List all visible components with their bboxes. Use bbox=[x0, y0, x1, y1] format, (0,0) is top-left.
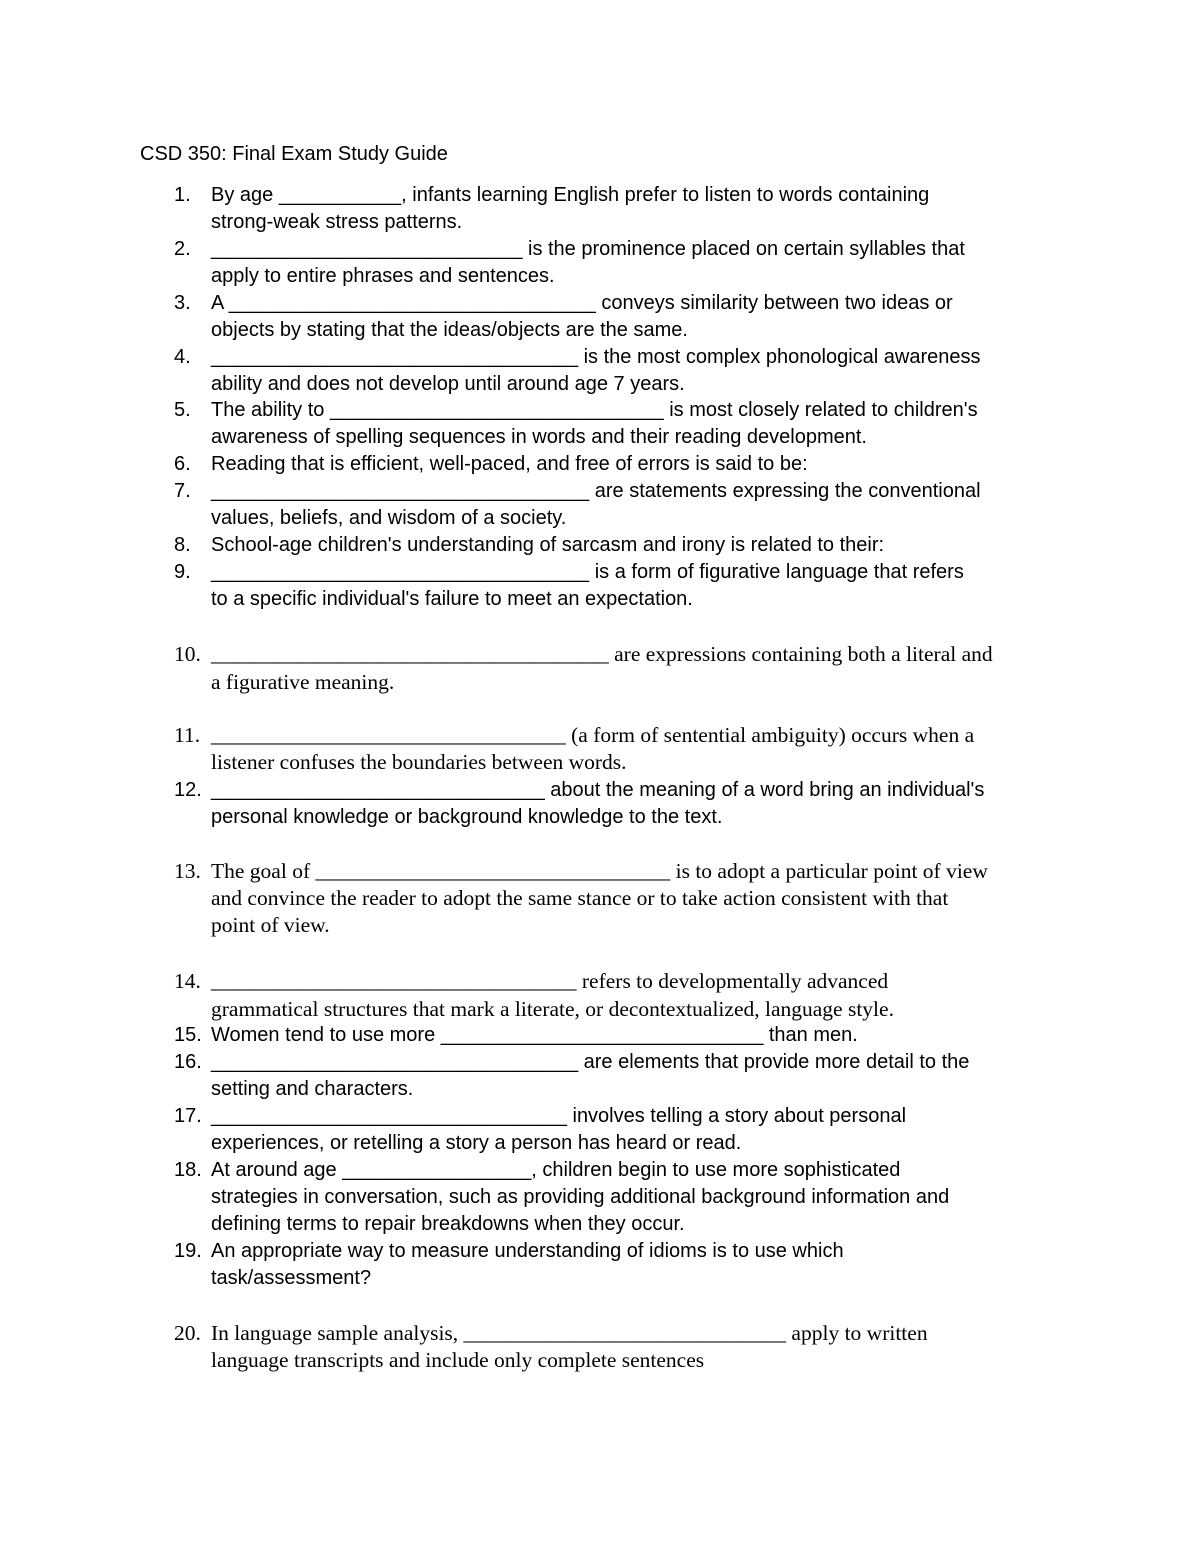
question-text bbox=[211, 967, 894, 1023]
question-text bbox=[211, 777, 984, 831]
question-line: experiences, or retelling a story a person has heard or read. bbox=[211, 1132, 742, 1154]
question-number: 3. bbox=[174, 292, 191, 314]
question-number: 17. bbox=[174, 1105, 202, 1127]
question-text bbox=[211, 532, 884, 559]
question-line: ability and does not develop until around age 7 years. bbox=[211, 373, 685, 395]
question-line: point of view. bbox=[211, 913, 330, 937]
question-line: A _________________________________ conveys similarity between two ideas or bbox=[211, 292, 953, 314]
question-number: 5. bbox=[174, 399, 191, 421]
question-line: By age ___________, infants learning English prefer to listen to words containing bbox=[211, 184, 930, 206]
question-number: 4. bbox=[174, 346, 191, 368]
question-line: listener confuses the boundaries between words. bbox=[211, 750, 627, 774]
question-text bbox=[211, 1320, 928, 1374]
question-line: strong-weak stress patterns. bbox=[211, 211, 463, 233]
question-number: 6. bbox=[174, 453, 191, 475]
document-title: CSD 350: Final Exam Study Guide bbox=[140, 143, 448, 165]
question-text bbox=[211, 559, 964, 613]
question-text bbox=[211, 858, 988, 939]
question-number: 14. bbox=[174, 969, 201, 993]
question-line: personal knowledge or background knowledge to the text. bbox=[211, 806, 723, 828]
question-text bbox=[211, 1103, 906, 1157]
question-text bbox=[211, 451, 808, 478]
question-line: __________________________________ is a form of figurative language that refers bbox=[211, 561, 964, 583]
question-line: At around age _________________, children begin to use more sophisticated bbox=[211, 1159, 901, 1181]
question-line: language transcripts and include only complete sentences bbox=[211, 1348, 705, 1372]
question-line: School-age children's understanding of sarcasm and irony is related to their: bbox=[211, 534, 885, 556]
question-number: 16. bbox=[174, 1051, 202, 1073]
question-text bbox=[211, 236, 965, 290]
question-text bbox=[211, 344, 981, 398]
question-line: to a specific individual's failure to meet an expectation. bbox=[211, 588, 693, 610]
question-line: __________________________________ refers to developmentally advanced bbox=[211, 969, 889, 993]
question-number: 18. bbox=[174, 1159, 202, 1181]
question-text bbox=[211, 640, 993, 696]
question-number: 11. bbox=[174, 723, 201, 747]
question-text bbox=[211, 182, 929, 236]
question-text bbox=[211, 397, 978, 451]
question-number: 15. bbox=[174, 1024, 202, 1046]
question-line: ______________________________ about the meaning of a word bring an individual's bbox=[211, 779, 985, 801]
question-text bbox=[211, 478, 981, 532]
question-line: awareness of spelling sequences in words and their reading development. bbox=[211, 426, 867, 448]
question-line: An appropriate way to measure understanding of idioms is to use which bbox=[211, 1240, 844, 1262]
question-text bbox=[211, 1049, 969, 1103]
question-number: 2. bbox=[174, 238, 191, 260]
question-line: The ability to ______________________________ is most closely related to children's bbox=[211, 399, 978, 421]
question-line: Reading that is efficient, well-paced, and free of errors is said to be: bbox=[211, 453, 808, 475]
question-text bbox=[211, 1157, 949, 1238]
question-number: 8. bbox=[174, 534, 191, 556]
question-number: 1. bbox=[174, 184, 191, 206]
question-text bbox=[211, 1022, 858, 1049]
question-line: The goal of _________________________________ is to adopt a particular point of view bbox=[211, 859, 988, 883]
question-line: _________________________________ (a form of sentential ambiguity) occurs when a bbox=[211, 723, 975, 747]
question-line: and convince the reader to adopt the same stance or to take action consistent with that bbox=[211, 886, 949, 910]
question-text bbox=[211, 1238, 844, 1292]
question-line: strategies in conversation, such as providing additional background information and bbox=[211, 1186, 950, 1208]
question-number: 9. bbox=[174, 561, 191, 583]
question-line: _________________________________ is the most complex phonological awareness bbox=[211, 346, 981, 368]
question-line: _________________________________ are elements that provide more detail to the bbox=[211, 1051, 970, 1073]
question-line: objects by stating that the ideas/objects are the same. bbox=[211, 319, 688, 341]
question-line: grammatical structures that mark a literate, or decontextualized, language style. bbox=[211, 997, 894, 1021]
question-number: 7. bbox=[174, 480, 191, 502]
question-line: task/assessment? bbox=[211, 1267, 372, 1289]
question-number: 20. bbox=[174, 1321, 201, 1345]
question-line: Women tend to use more _____________________________ than men. bbox=[211, 1024, 858, 1046]
question-line: In language sample analysis, ______________________________ apply to written bbox=[211, 1321, 928, 1345]
question-line: values, beliefs, and wisdom of a society. bbox=[211, 507, 567, 529]
question-text bbox=[211, 722, 974, 776]
question-line: __________________________________ are statements expressing the conventional bbox=[211, 480, 981, 502]
question-line: setting and characters. bbox=[211, 1078, 414, 1100]
question-line: ____________________________ is the prominence placed on certain syllables that bbox=[211, 238, 965, 260]
question-line: defining terms to repair breakdowns when they occur. bbox=[211, 1213, 685, 1235]
question-number: 12. bbox=[174, 779, 202, 801]
question-line: ________________________________ involves telling a story about personal bbox=[211, 1105, 907, 1127]
question-line: apply to entire phrases and sentences. bbox=[211, 265, 555, 287]
question-line: a figurative meaning. bbox=[211, 670, 395, 694]
question-number: 13. bbox=[174, 859, 201, 883]
question-text bbox=[211, 290, 953, 344]
question-number: 19. bbox=[174, 1240, 202, 1262]
question-number: 10. bbox=[174, 642, 201, 666]
question-line: _____________________________________ are expressions containing both a literal and bbox=[211, 642, 993, 666]
